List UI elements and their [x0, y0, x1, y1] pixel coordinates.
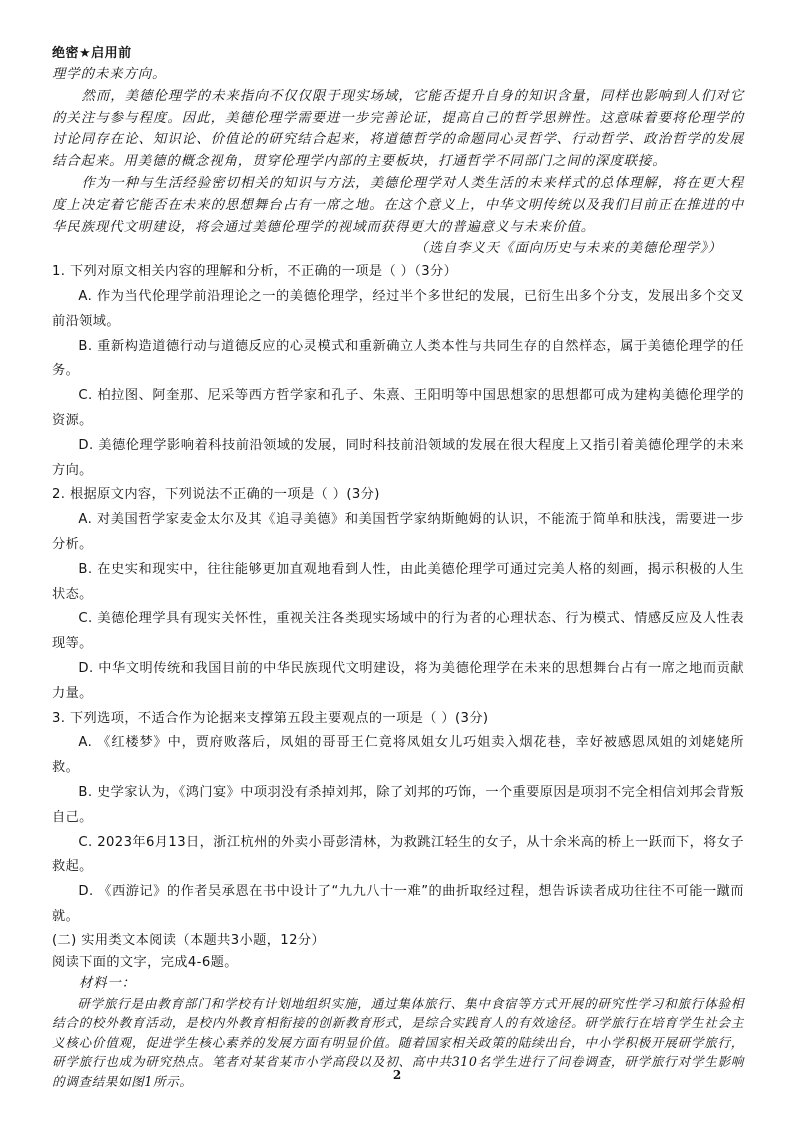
section-instruction: 阅读下面的文字，完成4-6题。 — [52, 954, 238, 970]
passage-paragraph: 理学的未来方向。 — [52, 67, 167, 82]
option-a: A. 《红楼梦》中，贾府败落后，凤姐的哥哥王仁竟将凤姐女儿巧姐卖入烟花巷，幸好被感恩凤姐的刘姥姥所救。 — [52, 735, 744, 776]
option-c: C. 2023年6月13日，浙江杭州的外卖小哥彭清林，为救跳江轻生的女子，从十余米高的桥上一跃而下，将女子救起。 — [52, 834, 744, 875]
option-d: D. 美德伦理学影响着科技前沿领域的发展，同时科技前沿领域的发展在很大程度上又指引着美德伦理学的未来方向。 — [52, 437, 744, 478]
source-citation: （选自李义天《面向历史与未来的美德伦理学》） — [414, 241, 722, 257]
material-label: 材料一： — [78, 975, 136, 991]
question-stem: 1. 下列对原文相关内容的理解和分析，不正确的一项是（ ）（3分） — [52, 264, 458, 280]
option-d: D. 中华文明传统和我国目前的中华民族现代文明建设，将为美德伦理学在未来的思想舞台占有一席之地而贡献力量。 — [52, 660, 744, 701]
question-2 — [52, 483, 744, 706]
option-a: A. 作为当代伦理学前沿理论之一的美德伦理学，经过半个多世纪的发展，已衍生出多个分支，发展出多个交叉前沿领域。 — [52, 288, 744, 329]
option-b: B. 史学家认为，《鸿门宴》中项羽没有杀掉刘邦，除了刘邦的巧饰，一个重要原因是项羽不完全相信刘邦会背叛自己。 — [52, 784, 744, 825]
option-c: C. 柏拉图、阿奎那、尼采等西方哲学家和孔子、朱熹、王阳明等中国思想家的思想都可成为建构美德伦理学的资源。 — [52, 388, 744, 428]
option-d: D. 《西游记》的作者吴承恩在书中设计了“九九八十一难”的曲折取经过程，想告诉读者成功往往不可能一蹴而就。 — [52, 884, 744, 924]
confidential-header: 绝密★启用前 — [52, 46, 132, 61]
option-a: A. 对美国哲学家麦金太尔及其《追寻美德》和美国哲学家纳斯鲍姆的认识，不能流于简单和肤浅，需要进一步分析。 — [52, 512, 744, 552]
question-1 — [52, 260, 744, 483]
option-c: C. 美德伦理学具有现实关怀性，重视关注各类现实场域中的行为者的心理状态、行为模式、情感反应及人性表现等。 — [52, 611, 744, 652]
passage-paragraph: 作为一种与生活经验密切相关的知识与方法，美德伦理学对人类生活的未来样式的总体理解，将在更大程度上决定着它能否在未来的思想舞台占有一席之地。在这个意义上，中华文明传统以及我们目前正在推进的中华民族现代文明建设，将会通过美德伦理学的视域而获得更大的普遍意义与未来价值。 — [52, 175, 744, 235]
option-b: B. 在史实和现实中，往往能够更加直观地看到人性，由此美德伦理学可通过完美人格的刻画，揭示积极的人生状态。 — [52, 561, 744, 602]
question-stem: 3. 下列选项，不适合作为论据来支撑第五段主要观点的一项是（ ）(3分) — [52, 710, 489, 726]
material-text: 研学旅行是由教育部门和学校有计划地组织实施，通过集体旅行、集中食宿等方式开展的研究性学习和旅行体验相结合的校外教育活动，是校内外教育相衔接的创新教育形式，是综合实践育人的有效途径。研学旅行在培育学生社会主义核心价值观，促进学生核心素养的发展方面有明显价值。随着国家相关政策的陆续出台，中小学积极开展研学旅行，研学旅行也成为研究热点。笔者对某省某市小学高段以及初、高中共310名学生进行了问卷调查，研学旅行对学生影响的调查结果如图1所示。 — [52, 995, 744, 1090]
page-content — [52, 64, 744, 1092]
passage-paragraph: 然而，美德伦理学的未来指向不仅仅限于现实场域，它能否提升自身的知识含量，同样也影响到人们对它的关注与参与程度。因此，美德伦理学需要进一步完善论证，提高自己的哲学思辨性。这意味着要将伦理学的讨论同存在论、知识论、价值论的研究结合起来，将道德哲学的命题同心灵哲学、行动哲学、政治哲学的发展结合起来。用美德的概念视角，贯穿伦理学内部的主要板块，打通哲学不同部门之间的深度联接。 — [52, 88, 744, 170]
question-3 — [52, 707, 744, 930]
question-stem: 2. 根据原文内容，下列说法不正确的一项是（ ）(3分) — [52, 487, 380, 503]
page-number: 2 — [392, 1068, 402, 1082]
section-title: (二) 实用类文本阅读（本题共3小题，12分） — [52, 932, 326, 948]
option-b: B. 重新构造道德行动与道德反应的心灵模式和重新确立人类本性与共同生存的自然样态，属于美德伦理学的任务。 — [52, 338, 744, 379]
